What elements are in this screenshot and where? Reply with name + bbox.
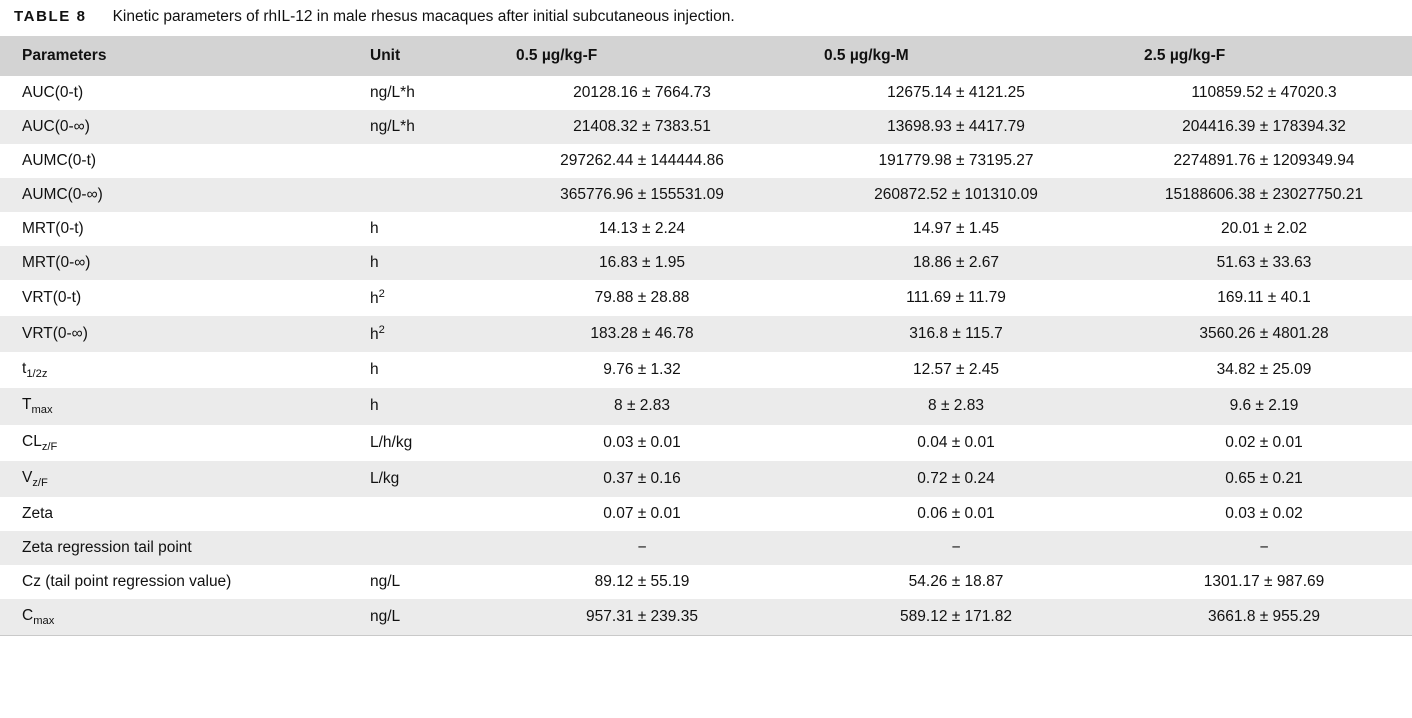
cell-value-3: 0.02 ± 0.01 (1116, 425, 1412, 461)
cell-parameter: AUC(0-t) (0, 76, 360, 110)
cell-value-2: 8 ± 2.83 (796, 388, 1116, 424)
cell-parameter: $V_{z/F}$ (0, 461, 360, 497)
cell-unit: $h^2$ (360, 280, 488, 316)
table-row (0, 212, 1412, 246)
cell-unit: L/h/kg (360, 425, 488, 461)
cell-value-1: 297262.44 ± 144444.86 (488, 144, 796, 178)
cell-unit: ng/L (360, 599, 488, 635)
cell-parameter: AUMC(0-t) (0, 144, 360, 178)
table-row (0, 316, 1412, 352)
cell-value-1: 0.03 ± 0.01 (488, 425, 796, 461)
cell-parameter: Zeta regression tail point (0, 531, 360, 565)
cell-unit: h (360, 388, 488, 424)
cell-value-1: 0.37 ± 0.16 (488, 461, 796, 497)
cell-value-3: 1301.17 ± 987.69 (1116, 565, 1412, 599)
cell-value-1: 16.83 ± 1.95 (488, 246, 796, 280)
cell-parameter: AUC(0-∞) (0, 110, 360, 144)
table-header (0, 36, 1412, 76)
cell-parameter: Zeta (0, 497, 360, 531)
column-header-dose-3: 2.5 µg/kg-F (1116, 36, 1412, 76)
cell-value-3: 3661.8 ± 955.29 (1116, 599, 1412, 635)
cell-value-1: 0.07 ± 0.01 (488, 497, 796, 531)
cell-value-2: 0.72 ± 0.24 (796, 461, 1116, 497)
cell-value-1: 365776.96 ± 155531.09 (488, 178, 796, 212)
cell-unit (360, 531, 488, 565)
cell-parameter: VRT(0-∞) (0, 316, 360, 352)
table-caption-text: Kinetic parameters of rhIL-12 in male rhesus macaques after initial subcutaneous injection. (112, 8, 735, 25)
table-row (0, 388, 1412, 424)
cell-value-2: 18.86 ± 2.67 (796, 246, 1116, 280)
cell-value-2: 316.8 ± 115.7 (796, 316, 1116, 352)
cell-value-1: 21408.32 ± 7383.51 (488, 110, 796, 144)
cell-value-3: 0.65 ± 0.21 (1116, 461, 1412, 497)
cell-value-3: 2274891.76 ± 1209349.94 (1116, 144, 1412, 178)
cell-unit (360, 178, 488, 212)
cell-value-2: 260872.52 ± 101310.09 (796, 178, 1116, 212)
cell-parameter: VRT(0-t) (0, 280, 360, 316)
table-caption (0, 0, 1412, 36)
table-body (0, 76, 1412, 635)
cell-value-2: 111.69 ± 11.79 (796, 280, 1116, 316)
cell-value-3: 204416.39 ± 178394.32 (1116, 110, 1412, 144)
column-header-dose-2: 0.5 µg/kg-M (796, 36, 1116, 76)
cell-unit: h (360, 212, 488, 246)
cell-parameter: MRT(0-t) (0, 212, 360, 246)
cell-value-2: 54.26 ± 18.87 (796, 565, 1116, 599)
table-row (0, 497, 1412, 531)
column-header-unit: Unit (360, 36, 488, 76)
cell-value-3: 9.6 ± 2.19 (1116, 388, 1412, 424)
cell-value-3: 20.01 ± 2.02 (1116, 212, 1412, 246)
table-header-row (0, 36, 1412, 76)
cell-value-3: 34.82 ± 25.09 (1116, 352, 1412, 388)
cell-unit: h (360, 352, 488, 388)
table-number: TABLE 8 (14, 8, 87, 25)
cell-value-1: 183.28 ± 46.78 (488, 316, 796, 352)
table-row (0, 531, 1412, 565)
cell-value-1: − (488, 531, 796, 565)
cell-value-1: 8 ± 2.83 (488, 388, 796, 424)
kinetic-parameters-table (0, 36, 1412, 635)
cell-parameter: AUMC(0-∞) (0, 178, 360, 212)
table-bottom-rule (0, 635, 1412, 636)
cell-value-2: 0.04 ± 0.01 (796, 425, 1116, 461)
cell-unit: ng/L (360, 565, 488, 599)
cell-unit: $h^2$ (360, 316, 488, 352)
cell-value-2: 191779.98 ± 73195.27 (796, 144, 1116, 178)
cell-value-2: 589.12 ± 171.82 (796, 599, 1116, 635)
cell-value-3: − (1116, 531, 1412, 565)
cell-value-2: 12675.14 ± 4121.25 (796, 76, 1116, 110)
table-row (0, 425, 1412, 461)
cell-parameter: $t_{1/2z}$ (0, 352, 360, 388)
cell-unit: h (360, 246, 488, 280)
cell-parameter: $CL_{z/F}$ (0, 425, 360, 461)
cell-value-1: 957.31 ± 239.35 (488, 599, 796, 635)
cell-value-2: − (796, 531, 1116, 565)
table-row (0, 280, 1412, 316)
cell-value-3: 0.03 ± 0.02 (1116, 497, 1412, 531)
table-row (0, 352, 1412, 388)
cell-value-3: 110859.52 ± 47020.3 (1116, 76, 1412, 110)
table-row (0, 246, 1412, 280)
table-row (0, 599, 1412, 635)
cell-value-3: 15188606.38 ± 23027750.21 (1116, 178, 1412, 212)
cell-value-3: 51.63 ± 33.63 (1116, 246, 1412, 280)
cell-unit: L/kg (360, 461, 488, 497)
cell-value-2: 14.97 ± 1.45 (796, 212, 1116, 246)
cell-value-1: 14.13 ± 2.24 (488, 212, 796, 246)
cell-parameter: $T_{max}$ (0, 388, 360, 424)
cell-unit (360, 144, 488, 178)
cell-value-3: 169.11 ± 40.1 (1116, 280, 1412, 316)
cell-value-2: 0.06 ± 0.01 (796, 497, 1116, 531)
cell-unit: ng/L*h (360, 110, 488, 144)
table-row (0, 110, 1412, 144)
cell-value-1: 79.88 ± 28.88 (488, 280, 796, 316)
cell-parameter: Cz (tail point regression value) (0, 565, 360, 599)
table-row (0, 178, 1412, 212)
cell-unit (360, 497, 488, 531)
cell-unit: ng/L*h (360, 76, 488, 110)
table-row (0, 461, 1412, 497)
cell-value-1: 89.12 ± 55.19 (488, 565, 796, 599)
cell-value-2: 12.57 ± 2.45 (796, 352, 1116, 388)
cell-parameter: MRT(0-∞) (0, 246, 360, 280)
cell-value-1: 20128.16 ± 7664.73 (488, 76, 796, 110)
table-row (0, 76, 1412, 110)
cell-value-2: 13698.93 ± 4417.79 (796, 110, 1116, 144)
column-header-parameters: Parameters (0, 36, 360, 76)
table-row (0, 144, 1412, 178)
cell-value-1: 9.76 ± 1.32 (488, 352, 796, 388)
table-row (0, 565, 1412, 599)
cell-value-3: 3560.26 ± 4801.28 (1116, 316, 1412, 352)
column-header-dose-1: 0.5 µg/kg-F (488, 36, 796, 76)
cell-parameter: $C_{max}$ (0, 599, 360, 635)
